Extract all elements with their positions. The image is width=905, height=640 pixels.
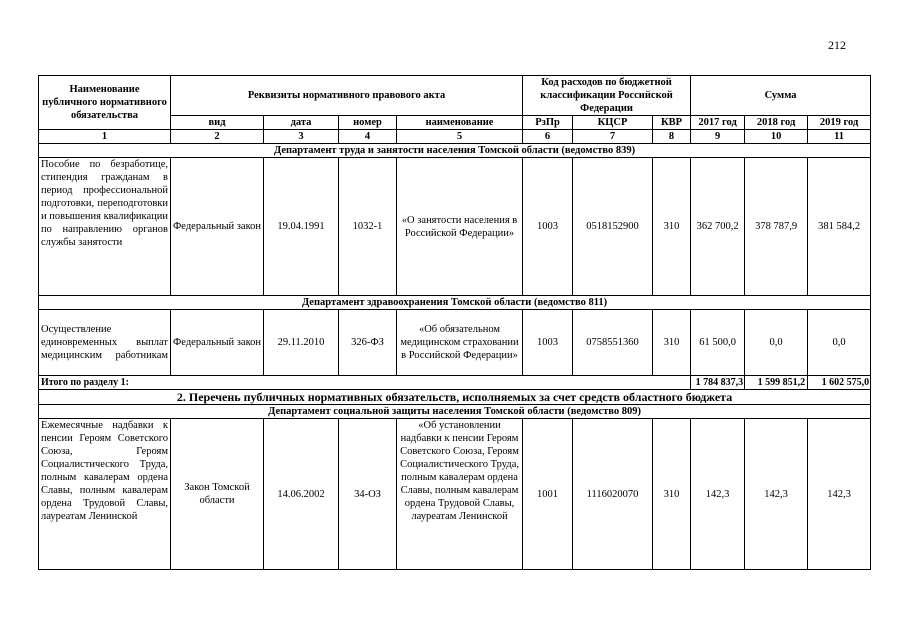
- col-sum-header: Сумма: [691, 76, 871, 116]
- department-row: [39, 296, 871, 310]
- act-date: 29.11.2010: [264, 310, 339, 376]
- obligation-name-text: Ежемесячные надбавки к пенсии Героям Советского Союза, Героям Социалистического Труда, полным кавалерам ордена Славы, полным кавалерам ордена Трудовой Славы, лауреатам Ленинской: [41, 420, 168, 522]
- subheader-number: номер: [339, 116, 397, 130]
- subheader-kvr: КВР: [653, 116, 691, 130]
- obligation-name: Пособие по безработице, стипендия гражданам в период профессиональной подготовки, переподготовки и повышения квалификации по направлению органов службы занятости: [39, 158, 171, 296]
- act-title: «О занятости населения в Российской Федерации»: [397, 158, 523, 296]
- act-number: 1032-1: [339, 158, 397, 296]
- kcsr-code: 1116020070: [573, 419, 653, 570]
- sum-2017: 362 700,2: [691, 158, 745, 296]
- subheader-title: наименование: [397, 116, 523, 130]
- department-title: Департамент здравоохранения Томской области (ведомство 811): [39, 296, 871, 310]
- total-2017: 1 784 837,3: [691, 376, 745, 390]
- subheader-date: дата: [264, 116, 339, 130]
- col-num: 4: [339, 130, 397, 144]
- col-num: 9: [691, 130, 745, 144]
- sum-2019: 381 584,2: [808, 158, 871, 296]
- col-num: 3: [264, 130, 339, 144]
- rzpr-code: 1003: [523, 158, 573, 296]
- obligation-name: Осуществление единовременных выплат медицинским работникам: [39, 310, 171, 376]
- act-date: 19.04.1991: [264, 158, 339, 296]
- section-title: 2. Перечень публичных нормативных обязательств, исполняемых за счет средств областного бюджета: [39, 390, 871, 405]
- col-name-header: Наименование публичного нормативного обязательства: [39, 76, 171, 130]
- kcsr-code: 0518152900: [573, 158, 653, 296]
- department-row: [39, 144, 871, 158]
- total-2018: 1 599 851,2: [745, 376, 808, 390]
- table-row: [39, 310, 871, 376]
- act-number: 34-ОЗ: [339, 419, 397, 570]
- sum-2018: 0,0: [745, 310, 808, 376]
- subheader-2018: 2018 год: [745, 116, 808, 130]
- act-type: Закон Томской области: [171, 419, 264, 570]
- col-num: 11: [808, 130, 871, 144]
- table-row: [39, 419, 871, 570]
- col-requisites-header: Реквизиты нормативного правового акта: [171, 76, 523, 116]
- col-num: 2: [171, 130, 264, 144]
- sum-2019: 142,3: [808, 419, 871, 570]
- sum-2018: 142,3: [745, 419, 808, 570]
- col-num: 1: [39, 130, 171, 144]
- department-title: Департамент труда и занятости населения Томской области (ведомство 839): [39, 144, 871, 158]
- obligations-table: [38, 75, 871, 570]
- rzpr-code: 1001: [523, 419, 573, 570]
- act-number: 326-ФЗ: [339, 310, 397, 376]
- section-row: [39, 390, 871, 405]
- rzpr-code: 1003: [523, 310, 573, 376]
- header-row: [39, 76, 871, 116]
- total-row: [39, 376, 871, 390]
- col-num: 8: [653, 130, 691, 144]
- act-title-text: «Об установлении надбавки к пенсии Героям Советского Союза, Героям Социалистического Труда, полным кавалерам ордена Славы, полным кавалерам ордена Трудовой Славы, лауреатам Ленинской: [400, 420, 519, 522]
- total-label: Итого по разделу 1:: [39, 376, 691, 390]
- col-budget-code-header: Код расходов по бюджетной классификации Российской Федерации: [523, 76, 691, 116]
- obligation-name: [39, 419, 171, 570]
- act-date: 14.06.2002: [264, 419, 339, 570]
- sum-2017: 61 500,0: [691, 310, 745, 376]
- subheader-rzpr: РзПр: [523, 116, 573, 130]
- act-type: Федеральный закон: [171, 310, 264, 376]
- sum-2018: 378 787,9: [745, 158, 808, 296]
- act-title: «Об обязательном медицинском страховании в Российской Федерации»: [397, 310, 523, 376]
- col-num: 10: [745, 130, 808, 144]
- subheader-2017: 2017 год: [691, 116, 745, 130]
- department-row: [39, 405, 871, 419]
- table-row: [39, 158, 871, 296]
- col-num: 7: [573, 130, 653, 144]
- kcsr-code: 0758551360: [573, 310, 653, 376]
- sum-2017: 142,3: [691, 419, 745, 570]
- column-numbers-row: [39, 130, 871, 144]
- act-title: [397, 419, 523, 570]
- col-num: 6: [523, 130, 573, 144]
- kvr-code: 310: [653, 310, 691, 376]
- kvr-code: 310: [653, 158, 691, 296]
- subheader-kcsr: КЦСР: [573, 116, 653, 130]
- act-type: Федеральный закон: [171, 158, 264, 296]
- kvr-code: 310: [653, 419, 691, 570]
- department-title: Департамент социальной защиты населения Томской области (ведомство 809): [39, 405, 871, 419]
- subheader-2019: 2019 год: [808, 116, 871, 130]
- sum-2019: 0,0: [808, 310, 871, 376]
- page-number: 212: [828, 38, 846, 52]
- subheader-type: вид: [171, 116, 264, 130]
- total-2019: 1 602 575,0: [808, 376, 871, 390]
- col-num: 5: [397, 130, 523, 144]
